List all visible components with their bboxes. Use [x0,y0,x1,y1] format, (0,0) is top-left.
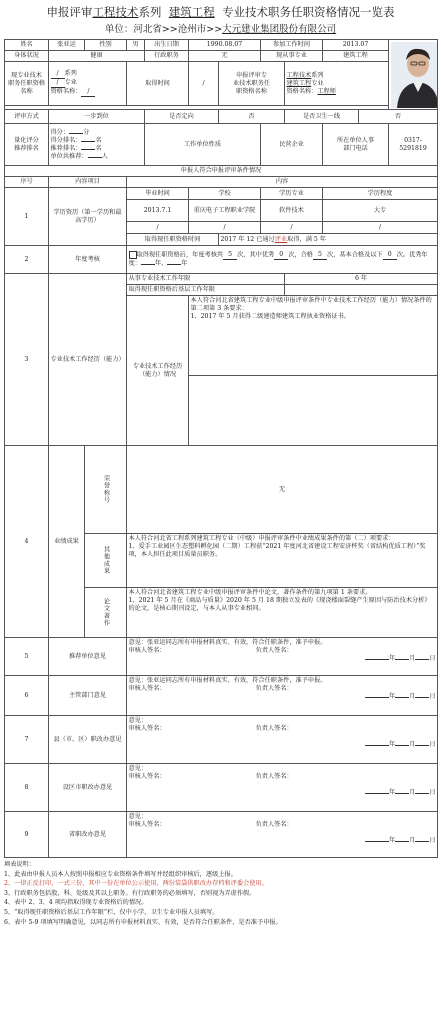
edu-item: 学历资历（第一学历和最高学历） [49,188,127,246]
form-sheet [4,4,437,927]
apply-qual-value: 工程技术系列 建筑工程专业 资格名称：工程师 [285,62,389,106]
honor-value: 无 [127,446,438,534]
experience-text: 本人符合河北省建筑工程专业中级申报评审条件中专业技术工作经历（能力）情况条件的第二项第 3 条要求： 1、2017 年 5 月获得二级建造师建筑工程执业资格证书。 [189,296,438,376]
apply-qual-label: 申报评审专 业技术职务任 职资格名称 [219,62,285,106]
edu-major: 软件技术 [261,200,323,222]
applicant-photo [391,42,438,108]
edu-school: 重庆电子工程职业学院 [189,200,261,222]
experience-item: 专业技术工作经历（能力） [49,274,127,446]
gender-value: 男 [127,40,145,51]
fill-instructions: 填表说明： 1、此表由申报人员本人按照申报相应专业资格条件填写并经组织审核后，逐级上报。 2、一律正反打印，一式三份，其中一份在单位公示使用，两份装袋供职改办存档和评委会使用。 3、行政职务包括股、科、处级及其以上职务。有行政职务的必须填写，否则视为弄虚作假。 4、表中 2、3、4 项均指取得现专业资格后的情况。 5、“取得现任职资格后基层工作年限”栏，仅中小学、卫生专业申报人员填写。 6、表中 5-9 项填写明确意见，以同志所有申报材料真实、有效，是否符合任职条件，是否准予申报。 [4,861,282,926]
obtain-time-value: / [189,62,219,106]
phone-value: 0317-5291819 [389,124,438,166]
name-value: 张亚运 [49,40,85,51]
form-title: 申报评审工程技术系列 建筑工程 专业技术职务任职资格情况一览表 [46,5,395,19]
direction-value: 否 [219,110,285,124]
conditions-title: 申报人符合申报评审条件情况 [5,166,438,177]
opinion-row: 7 县（市、区）职改办意见 意见： 审核人签名： 负责人签名： 年 月 日 [5,716,438,764]
paper-text: 本人符合河北省建筑工程专业中级申报评审条件中论文，著作条件的第九项第 1 条要求。 1、2021 年 5 月在《商品与质量》2020 年 5 月 18 期独立发表的《现浇楼面裂缝产生原因与防治技术分析》的论文，是核心期刊设定，与本人从事专业相同。 [127,588,438,638]
edu-time: 2013.7.1 [127,200,189,222]
photo-cell [389,40,438,110]
score-label: 量化评分 推荐排名 [5,124,49,166]
opinion-row: 5 推荐单位意见 意见：张亚运同志所有申报材料真实、有效，符合任职条件，准予申报。 审核人签名： 负责人签名： 年 月 日 [5,638,438,676]
annual-text: 取得现任职资格后，年度考核共 5 次，其中优秀 0 次，合格 5 次，基本合格及以下 0 次。优秀年度： 年、 年 [127,246,438,274]
score-values: 得分： 分 得分排名： 名 推荐排名： 名 单位共推荐： 人 [49,124,145,166]
achievement-item: 业绩成果 [49,446,85,638]
opinion-row: 9 省职改办意见 意见： 审核人签名： 负责人签名： 年 月 日 [5,812,438,858]
other-text: 本人符合河北省工程系列建筑工程专业（中级）申报评审条件中业绩成果条件的第（二）项要求： 1、爱手工业园区生态塑料孵化园（二期）工程获“2021 年度河北省建设工程安济杯奖（省结构优质工程）”奖项，本人担任此项目质量员职务。 [127,534,438,588]
work-value: 2013.07 [323,40,389,51]
series-fill: 工程技术 [92,5,139,19]
opinion-row: 8 设区市职改办意见 意见： 审核人签名： 负责人签名： 年 月 日 [5,764,438,812]
unit-line: 单位：河北省>>沧州市>>大元建业集团股份有限公司 [104,24,337,35]
unit-fill: 大元建业集团股份有限公司 [222,24,337,35]
health-line-value: 否 [359,110,438,124]
admin-value: 无 [189,51,261,62]
opinion-row: 6 主管部门意见 意见：张亚运同志所有申报材料真实、有效，符合任职条件，准予申报。 审核人签名： 负责人签名： 年 月 日 [5,676,438,716]
current-major-value: 建筑工程 [323,51,389,62]
edu-degree: 大专 [323,200,438,222]
honor-label: 荣誉称号 [85,446,127,534]
experience-years: 6 年 [285,274,438,285]
main-table: 姓名 张亚运 性别 男 出生日期 1990.08.07 参加工作时间 2013.07 身体状况 健康 行政职务 无 现从事专业 建筑工程 现专业技术 职务任职资格名称 / 系列 / 专业 资格名称： / 取得时间 / 申报评审专 业技术职务任 职资格名称 工程技术系列 建筑工程专业 资格名称：工程师 评审方式 一步到位 是否定向 否 是否卫生一线 否 量化评分 推荐排名 得分： 分 得分排名： 名 推荐排名： 名 单位共推荐： 人 工作单位性质 民营企业 所在单位人事 部门电话 0317-5291819 申报人符合申报评审条件情况 序号 内容项目 内容 1 学历资历（第一学历和最高学历） 毕业时间 学校 学历专业 学历程度 2013.7.1 重庆电子工程职业学院 软件技术 大专 / / / / 取得现任职资格时间 2017 年 12 已通过评业取得，满 5 年 2 年度考核 取得现任职资格后，年度考核共 5 次，其中优秀 0 次，合格 5 次，基本合格及以下 0 次。优秀年度： 年、 年 3 专业技术工作经历（能力） 从事专业技术工作年限 6 年 取得现任职资格后基层工作年限 专业技术工作经历（能力）情况 本人符合河北省建筑工程专业中级申报评审条件中专业技术工作经历（能力）情况条件的第二项第 3 条要求： 1、2017 年 5 月获得二级建造师建筑工程执业资格证书。 4 业绩成果 荣誉称号 无 其他成果 本人符合河北省工程系列建筑工程专业（中级）申报评审条件中业绩成果条件的第（二）项要求： 1、爱手工业园区生态塑料孵化园（二期）工程获“2021 年度河北省建设工程安济杯奖（省结构优质工程）”奖项，本人担任此项目质量员职务。 论文著作 本人符合河北省建筑工程专业中级申报评审条件中论文，著作条件的第九项第 1 条要求。 1、2021 年 5 月在《商品与质量》2020 年 5 月 18 期独立发表的《现浇楼面裂缝产生原因与防治技术分析》的论文，是核心期刊设定，与本人从事专业相同。 5 推荐单位意见 意见：张亚运同志所有申报材料真实、有效，符合任职条件，准予申报。 审核人签名： 负责人签名： 年 月 日 6 主管部门意见 意见：张亚运同志所有申报材料真实、有效，符合任职条件，准予申报。 审核人签名： 负责人签名： 年 月 日 7 县（市、区）职改办意见 意见： 审核人签名： 负责人签名： 年 月 日 8 设区市职改办意见 意见： 审核人签名： 负责人签名： 年 月 日 9 省职改办意见 意见： 审核人签名： 负责人签名： 年 月 日 [4,39,438,858]
phone-label: 所在单位人事 部门电话 [323,124,389,166]
experience-sub-label: 专业技术工作经历（能力）情况 [127,296,189,446]
paper-label: 论文著作 [85,588,127,638]
health-value: 健康 [49,51,145,62]
edu-obtain-note: 2017 年 12 已通过评业取得，满 5 年 [219,234,438,246]
current-qual-value: / 系列 / 专业 资格名称： / [49,62,127,106]
major-fill: 建筑工程 [168,5,215,19]
birth-value: 1990.08.07 [189,40,261,51]
dept-type-value: 民营企业 [261,124,323,166]
other-label: 其他成果 [85,534,127,588]
current-qual-label: 现专业技术 职务任职资格名称 [5,62,49,106]
review-method-value: 一步到位 [49,110,145,124]
